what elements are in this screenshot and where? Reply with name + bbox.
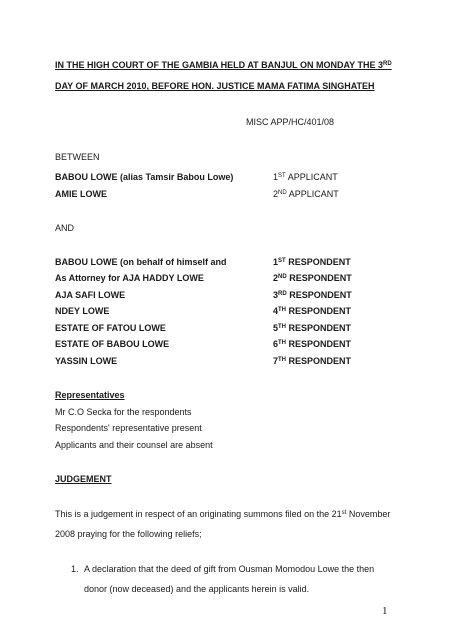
judgement-paragraph-line-2: 2008 praying for the following reliefs;: [55, 529, 202, 539]
page-number: 1: [382, 605, 388, 617]
respondent-3-name: AJA SAFI LOWE: [55, 290, 126, 300]
judgement-paragraph-line-1: This is a judgement in respect of an originating summons filed on the 21st November: [55, 509, 391, 519]
respondent-2-role: 2ND RESPONDENT: [273, 273, 352, 283]
respondent-1-role: 1ST RESPONDENT: [273, 257, 351, 267]
respondent-4-role: 4TH RESPONDENT: [273, 306, 352, 316]
respondent-3-role: 3RD RESPONDENT: [273, 290, 352, 300]
court-heading-line-2: DAY OF MARCH 2010, BEFORE HON. JUSTICE MAMA FATIMA SINGHATEH: [55, 81, 375, 91]
respondent-7-name: YASSIN LOWE: [55, 356, 118, 366]
respondent-5-name: ESTATE OF FATOU LOWE: [55, 323, 166, 333]
applicant-1-name: BABOU LOWE (alias Tamsir Babou Lowe): [55, 172, 234, 182]
respondent-2-name: As Attorney for AJA HADDY LOWE: [55, 273, 204, 283]
and-label: AND: [55, 223, 75, 233]
representative-line-2: Respondents' representative present: [55, 423, 202, 433]
applicant-2-name: AMIE LOWE: [55, 189, 107, 199]
representative-line-3: Applicants and their counsel are absent: [55, 440, 213, 450]
applicant-2-role: 2ND APPLICANT: [273, 189, 339, 199]
case-number: MISC APP/HC/401/08: [246, 117, 335, 127]
respondent-6-role: 6TH RESPONDENT: [273, 339, 352, 349]
respondent-1-name: BABOU LOWE (on behalf of himself and: [55, 257, 227, 267]
applicant-1-role: 1ST APPLICANT: [273, 172, 338, 182]
relief-item-line-2: donor (now deceased) and the applicants herein is valid.: [84, 584, 310, 594]
respondent-6-name: ESTATE OF BABOU LOWE: [55, 339, 170, 349]
between-label: BETWEEN: [55, 152, 100, 162]
representative-line-1: Mr C.O Secka for the respondents: [55, 407, 192, 417]
respondent-7-role: 7TH RESPONDENT: [273, 356, 352, 366]
respondent-5-role: 5TH RESPONDENT: [273, 323, 352, 333]
court-heading-line-1: IN THE HIGH COURT OF THE GAMBIA HELD AT BANJUL ON MONDAY THE 3RD: [55, 60, 392, 70]
representatives-heading: Representatives: [55, 390, 125, 400]
judgement-heading: JUDGEMENT: [55, 474, 112, 484]
relief-item-line-1: A declaration that the deed of gift from Ousman Momodou Lowe the then: [84, 564, 375, 574]
respondent-4-name: NDEY LOWE: [55, 306, 110, 316]
relief-item-number: 1.: [71, 564, 79, 574]
